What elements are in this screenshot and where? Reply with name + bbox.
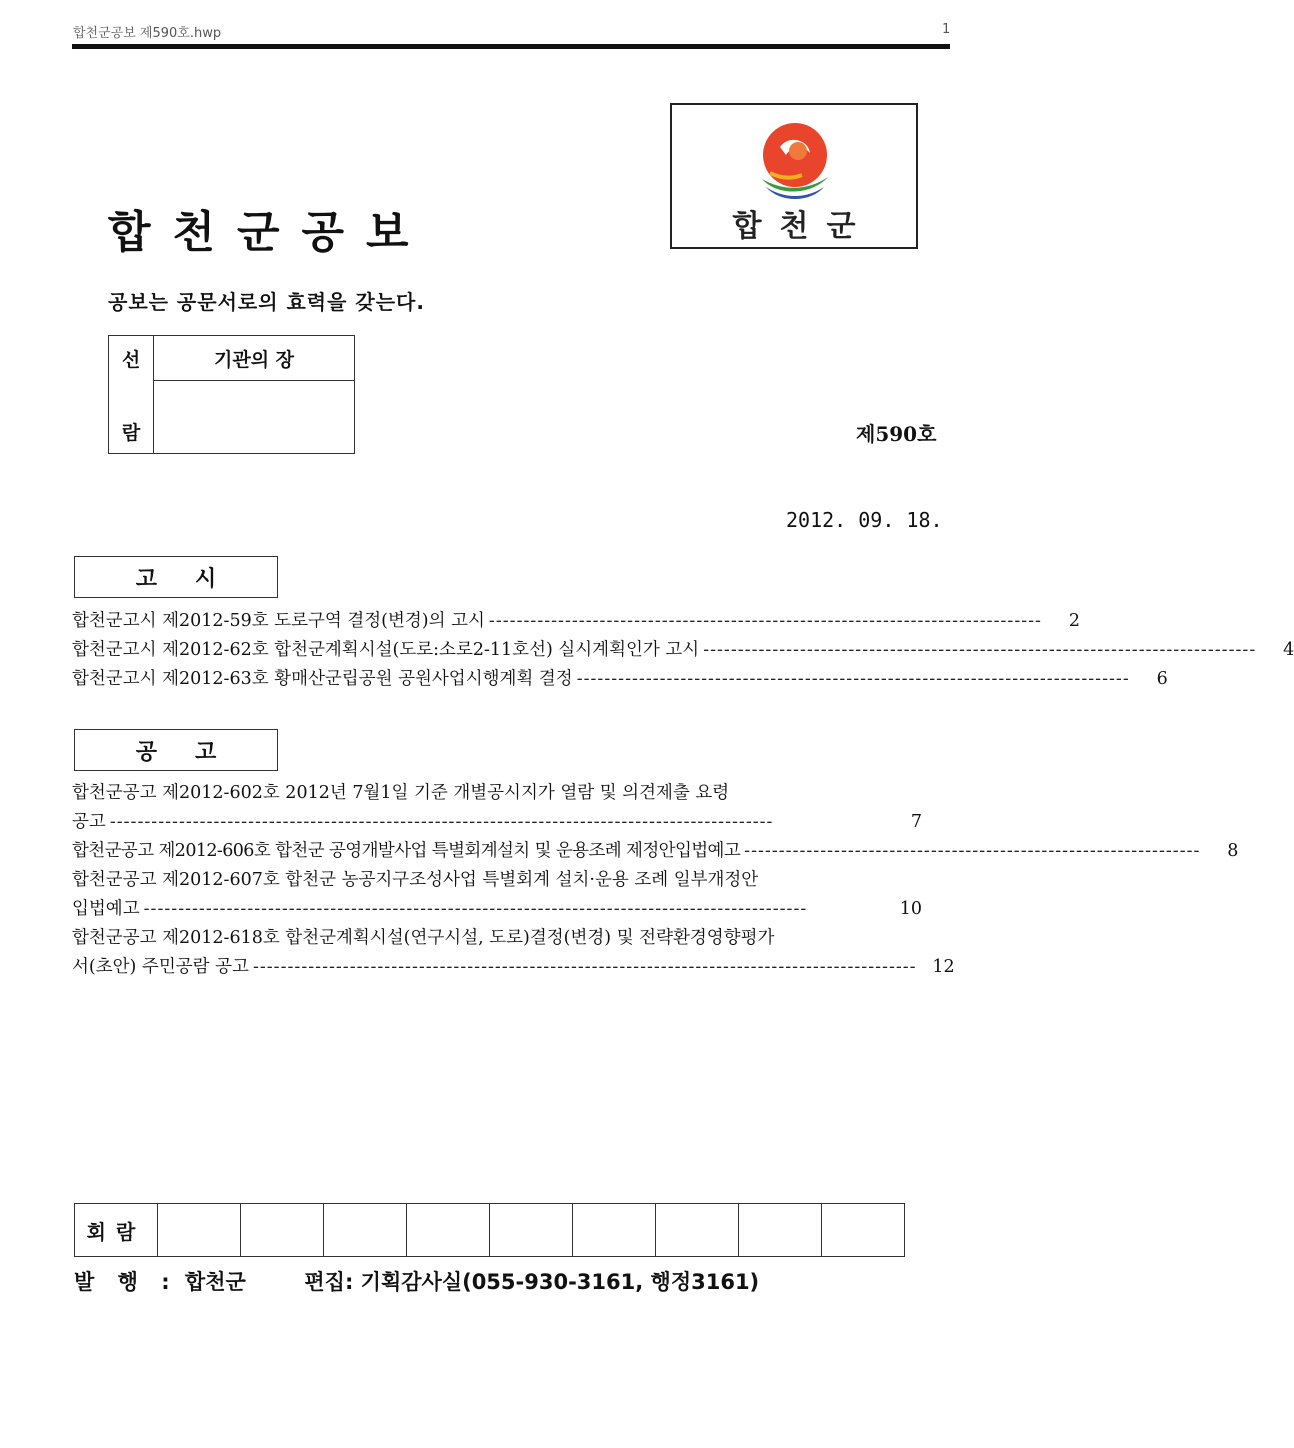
approval-signature-cell	[154, 381, 355, 454]
toc-page: 4	[1283, 640, 1294, 660]
toc-page: 6	[1156, 669, 1168, 689]
toc-leader: ------------------------------------------------------------------	[744, 841, 1201, 861]
hapcheon-emblem-icon	[752, 117, 838, 203]
toc-leader: --------------------------------------------------------------------------------	[703, 640, 1257, 660]
editor-info: 편집: 기획감사실(055-930-3161, 행정3161)	[304, 1270, 760, 1294]
toc-item[interactable]: 서(초안) 주민공람 공고 ------------------------------------------------------------------------------------------------ 12	[72, 953, 922, 981]
circulation-cell	[739, 1204, 822, 1257]
toc-item[interactable]: 합천군공고 제2012-606호 합천군 공영개발사업 특별회계설치 및 운용조례 제정안입법예고 ------------------------------------------------------------------ 8	[72, 837, 922, 865]
toc-leader: --------------------------------------------------------------------------------	[488, 611, 1042, 631]
toc-page: 10	[899, 899, 922, 919]
toc-item-line1[interactable]: 합천군공고 제2012-618호 합천군계획시설(연구시설, 도로)결정(변경) 및 전략환경영향평가	[72, 928, 775, 948]
toc-item[interactable]: 공고 ------------------------------------------------------------------------------------------------ 7	[72, 808, 922, 836]
toc-page: 12	[932, 957, 955, 977]
toc-page: 2	[1068, 611, 1080, 631]
publisher-footer	[74, 1266, 759, 1296]
approval-side-label	[109, 336, 154, 454]
approval-header: 기관의 장	[154, 336, 355, 381]
logo-box	[670, 103, 918, 249]
circulation-cell	[241, 1204, 324, 1257]
publisher-name: 합천군	[184, 1270, 246, 1294]
logo-text: 합천군	[732, 209, 874, 244]
circulation-cell	[656, 1204, 739, 1257]
circulation-table	[74, 1203, 905, 1257]
document-filename: 합천군공보 제590호.hwp	[73, 26, 222, 41]
circulation-label: 회람	[75, 1204, 158, 1257]
toc-item[interactable]: 합천군고시 제2012-63호 황매산군립공원 공원사업시행계획 결정 -------------------------------------------------------------------------------- 6	[72, 665, 922, 693]
toc-item-line1[interactable]: 합천군공고 제2012-602호 2012년 7월1일 기준 개별공시지가 열람 및 의견제출 요령	[72, 783, 730, 803]
circulation-cell	[573, 1204, 656, 1257]
circulation-cell	[490, 1204, 573, 1257]
circulation-cell	[407, 1204, 490, 1257]
approval-side-top: 선	[121, 348, 141, 371]
page-number: 1	[942, 22, 951, 37]
approval-side-bottom: 람	[121, 421, 141, 444]
tagline: 공보는 공문서로의 효력을 갖는다.	[108, 290, 425, 314]
publisher-label: 발 행 :	[74, 1270, 178, 1294]
section-announcement-title: 공고	[74, 729, 278, 771]
toc-item[interactable]: 합천군고시 제2012-59호 도로구역 결정(변경)의 고시 -------------------------------------------------------------------------------- 2	[72, 607, 922, 635]
issue-date: 2012. 09. 18.	[786, 508, 943, 532]
approval-table	[108, 335, 355, 454]
toc-page: 7	[910, 812, 922, 832]
circulation-cell	[324, 1204, 407, 1257]
toc-leader: ------------------------------------------------------------------------------------------------	[109, 812, 774, 832]
toc-item[interactable]: 합천군고시 제2012-62호 합천군계획시설(도로:소로2-11호선) 실시계획인가 고시 -------------------------------------------------------------------------------- 4	[72, 636, 922, 664]
page-title: 합천군공보	[108, 207, 431, 258]
circulation-cell	[822, 1204, 905, 1257]
toc-page: 8	[1227, 841, 1239, 861]
header-rule	[72, 44, 950, 49]
toc-leader: ------------------------------------------------------------------------------------------------	[252, 957, 917, 977]
toc-item[interactable]: 입법예고 ------------------------------------------------------------------------------------------------ 10	[72, 895, 922, 923]
issue-number: 제590호	[856, 422, 937, 446]
toc-leader: --------------------------------------------------------------------------------	[576, 669, 1130, 689]
toc-leader: ------------------------------------------------------------------------------------------------	[143, 899, 808, 919]
section-notice-title: 고시	[74, 556, 278, 598]
circulation-cell	[158, 1204, 241, 1257]
toc-item-line1[interactable]: 합천군공고 제2012-607호 합천군 농공지구조성사업 특별회계 설치·운용 조례 일부개정안	[72, 870, 759, 890]
